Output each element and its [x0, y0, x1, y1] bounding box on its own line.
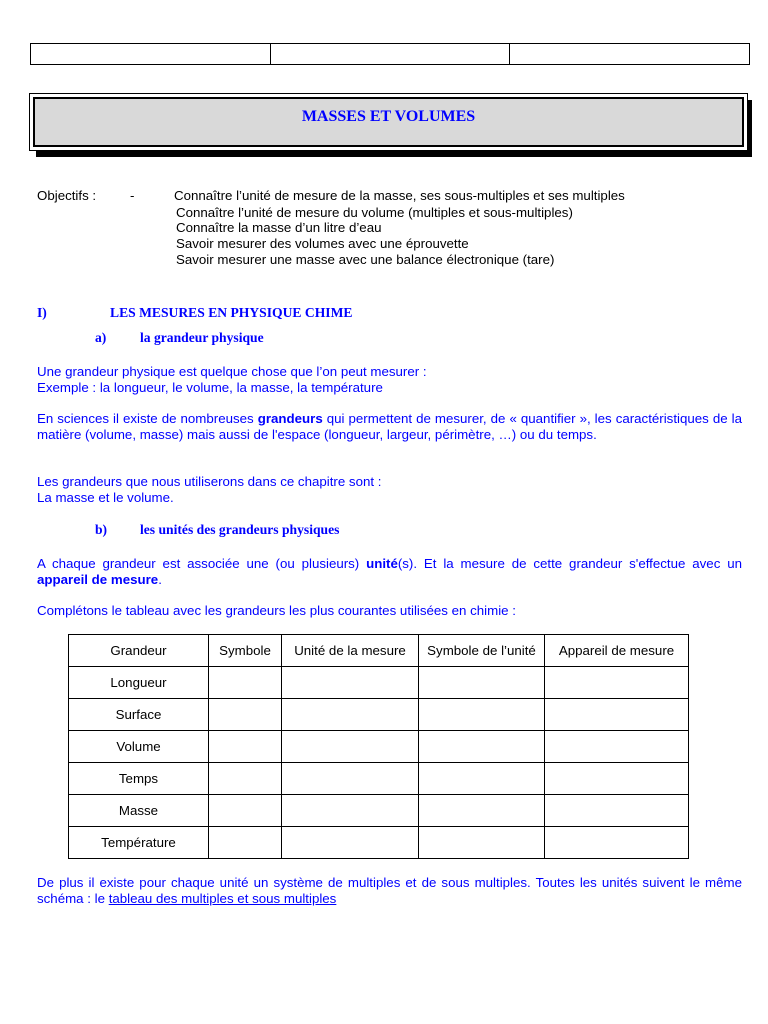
table-cell-empty[interactable]: [545, 667, 689, 699]
paragraph-definition: [37, 364, 742, 396]
table-row: [69, 827, 689, 859]
subsection-title: les unités des grandeurs physiques: [140, 522, 340, 537]
paragraph-grandeurs: En sciences il existe de nombreuses grandeurs qui permettent de mesurer, de « quantifier », les caractéristiques de la matière (volume, masse) mais aussi de l'espace (longueur, largeur, périmètre, …) ou du temps.: [37, 411, 742, 442]
table-cell-empty[interactable]: [282, 795, 419, 827]
table-row: [69, 763, 689, 795]
table-cell-empty[interactable]: [419, 667, 545, 699]
section-title: LES MESURES EN PHYSIQUE CHIME: [110, 305, 353, 320]
table-cell-grandeur: Volume: [69, 731, 209, 763]
table-cell-empty[interactable]: [282, 667, 419, 699]
table-cell-empty[interactable]: [209, 731, 282, 763]
table-row: [69, 699, 689, 731]
table-header-cell: Symbole de l’unité: [419, 635, 545, 667]
objective-item: Savoir mesurer une masse avec une balance électronique (tare): [176, 252, 555, 267]
table-header-cell: Appareil de mesure: [545, 635, 689, 667]
table-cell-empty[interactable]: [209, 763, 282, 795]
subsection-letter: b): [95, 522, 108, 537]
table-cell-empty[interactable]: [419, 731, 545, 763]
header-box: [270, 44, 510, 65]
text-line: Une grandeur physique est quelque chose que l’on peut mesurer :: [37, 364, 427, 379]
title-box: [29, 93, 748, 151]
table-cell-grandeur: Longueur: [69, 667, 209, 699]
subsection-letter: a): [95, 330, 107, 345]
header-boxes: [30, 43, 750, 65]
objective-item: Connaître l’unité de mesure du volume (multiples et sous-multiples): [176, 205, 573, 220]
paragraph-unites: A chaque grandeur est associée une (ou plusieurs) unité(s). Et la mesure de cette grandeur s'effectue avec un appareil de mesure.: [37, 556, 742, 587]
table-cell-empty[interactable]: [545, 827, 689, 859]
table-cell-empty[interactable]: [545, 731, 689, 763]
table-row: [69, 667, 689, 699]
table-cell-empty[interactable]: [209, 827, 282, 859]
header-box: [510, 44, 750, 65]
table-cell-empty[interactable]: [545, 795, 689, 827]
section-number: I): [37, 305, 47, 320]
table-header-row: [69, 635, 689, 667]
paragraph-chapitre: [37, 474, 742, 506]
page-title: MASSES ET VOLUMES: [301, 108, 476, 125]
objectives-label: Objectifs :: [37, 188, 97, 203]
grandeurs-table: [68, 634, 689, 859]
table-cell-empty[interactable]: [282, 731, 419, 763]
keyword-unite: unité: [366, 556, 398, 571]
table-cell-empty[interactable]: [282, 827, 419, 859]
table-header-cell: Unité de la mesure: [282, 635, 419, 667]
table-header-cell: Grandeur: [69, 635, 209, 667]
keyword-appareil: appareil de mesure: [37, 572, 159, 587]
table-cell-grandeur: Température: [69, 827, 209, 859]
table-cell-empty[interactable]: [545, 699, 689, 731]
objective-item: Connaître la masse d’un litre d’eau: [176, 220, 382, 235]
table-cell-empty[interactable]: [419, 827, 545, 859]
paragraph-closing: De plus il existe pour chaque unité un système de multiples et de sous multiples. Toutes les unités suivent le même schéma : le tableau des multiples et sous multiples: [37, 875, 742, 906]
table-cell-empty[interactable]: [209, 667, 282, 699]
table-cell-empty[interactable]: [282, 763, 419, 795]
table-cell-empty[interactable]: [282, 699, 419, 731]
objective-item: Connaître l’unité de mesure de la masse, ses sous-multiples et ses multiples: [174, 188, 625, 203]
table-row: [69, 795, 689, 827]
header-box: [31, 44, 271, 65]
objectives-dash: -: [130, 188, 135, 203]
table-cell-empty[interactable]: [209, 795, 282, 827]
paragraph-tableau-intro: [37, 603, 742, 619]
text-line: La masse et le volume.: [37, 490, 174, 505]
table-cell-empty[interactable]: [545, 763, 689, 795]
table-cell-grandeur: Masse: [69, 795, 209, 827]
table-cell-empty[interactable]: [419, 795, 545, 827]
table-cell-empty[interactable]: [209, 699, 282, 731]
table-cell-empty[interactable]: [419, 699, 545, 731]
objective-item: Savoir mesurer des volumes avec une éprouvette: [176, 236, 469, 251]
table-header-cell: Symbole: [209, 635, 282, 667]
table-cell-grandeur: Surface: [69, 699, 209, 731]
subsection-title: la grandeur physique: [140, 330, 264, 345]
table-cell-empty[interactable]: [419, 763, 545, 795]
text-line: Les grandeurs que nous utiliserons dans ce chapitre sont :: [37, 474, 382, 489]
table-cell-grandeur: Temps: [69, 763, 209, 795]
table-row: [69, 731, 689, 763]
text-line: Complétons le tableau avec les grandeurs les plus courantes utilisées en chimie :: [37, 603, 516, 618]
text-line: Exemple : la longueur, le volume, la masse, la température: [37, 380, 383, 395]
keyword-grandeurs: grandeurs: [257, 411, 323, 426]
multiples-table-link[interactable]: tableau des multiples et sous multiples: [108, 891, 337, 906]
